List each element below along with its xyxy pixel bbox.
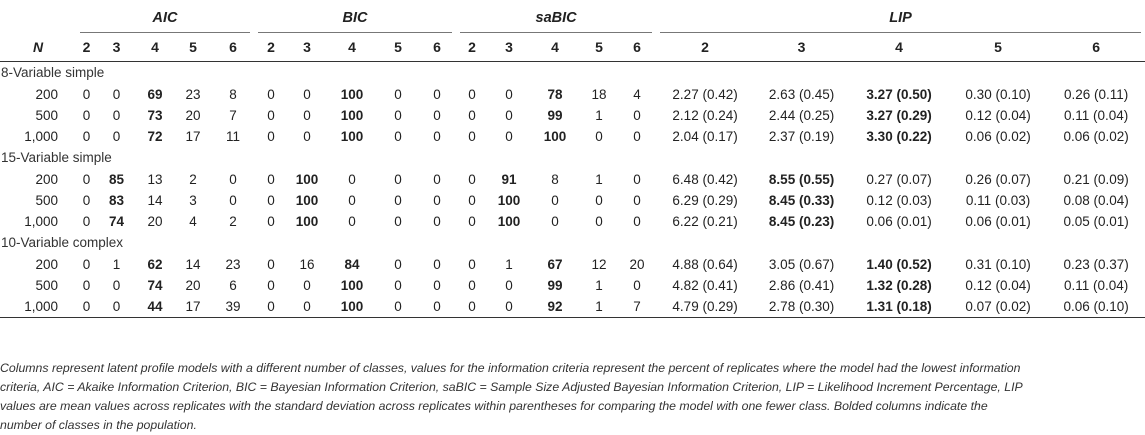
aic-value-cell: 23 [185, 87, 201, 102]
aic-value-cell: 39 [212, 296, 254, 318]
bic-value-cell: 0 [394, 172, 402, 187]
class-header: 2 [656, 33, 754, 62]
bic-value-cell: 0 [433, 172, 441, 187]
sabic-value-cell: 0 [633, 108, 641, 123]
sample-size-cell: 1,000 [24, 129, 58, 144]
table-row [0, 211, 1145, 232]
aic-value-cell: 73 [147, 108, 163, 123]
lip-value-cell: 6.29 (0.29) [672, 193, 738, 208]
lip-value-cell: 0.31 (0.10) [965, 257, 1031, 272]
bic-value-cell: 100 [340, 129, 364, 144]
aic-value-cell: 23 [225, 257, 241, 272]
aic-value-cell: 2 [189, 172, 197, 187]
lip-value-cell: 0.12 (0.03) [866, 193, 932, 208]
lip-value-cell: 6.48 (0.42) [672, 172, 738, 187]
aic-value-cell: 20 [147, 214, 163, 229]
sabic-value-cell: 0 [468, 257, 476, 272]
class-header: 5 [174, 33, 212, 62]
aic-value-cell: 14 [185, 257, 201, 272]
sabic-value-cell: 0 [456, 296, 488, 318]
sabic-value-cell: 0 [505, 108, 513, 123]
lip-value-cell: 0.26 (0.07) [965, 172, 1031, 187]
aic-value-cell: 0 [112, 87, 121, 102]
sample-size-cell: 500 [35, 193, 58, 208]
sabic-value-cell: 1 [595, 278, 603, 293]
table-row [0, 296, 1145, 318]
sabic-value-cell: 0 [595, 193, 603, 208]
section-header-row [0, 232, 1145, 254]
lip-value-cell: 8.45 (0.23) [768, 214, 835, 229]
sabic-value-cell: 0 [551, 214, 559, 229]
sabic-value-cell: 1 [505, 257, 513, 272]
sabic-value-cell: 99 [547, 278, 563, 293]
sabic-value-cell: 8 [551, 172, 559, 187]
sabic-value-cell: 0 [595, 214, 603, 229]
lip-value-cell: 3.27 (0.50) [866, 87, 932, 102]
lip-value-cell: 8.55 (0.55) [768, 172, 835, 187]
lip-value-cell: 0.11 (0.04) [1063, 108, 1129, 123]
bic-value-cell: 0 [394, 193, 402, 208]
bic-value-cell: 100 [326, 296, 378, 318]
lip-value-cell: 1.31 (0.18) [849, 296, 949, 318]
bic-value-cell: 0 [267, 108, 275, 123]
class-header: 5 [378, 33, 418, 62]
sabic-value-cell: 1 [580, 296, 618, 318]
group-header-aic: AIC [76, 4, 254, 33]
bic-value-cell: 0 [348, 193, 356, 208]
lip-value-cell: 4.79 (0.29) [656, 296, 754, 318]
lip-value-cell: 0.05 (0.01) [1063, 214, 1129, 229]
section-label: 8-Variable simple [1, 65, 105, 80]
aic-value-cell: 17 [174, 296, 212, 318]
bic-value-cell: 0 [433, 129, 441, 144]
sabic-value-cell: 0 [633, 172, 641, 187]
aic-value-cell: 2 [229, 214, 237, 229]
sabic-value-cell: 20 [629, 257, 645, 272]
aic-value-cell: 4 [189, 214, 197, 229]
aic-value-cell: 1 [112, 257, 121, 272]
bic-value-cell: 0 [267, 129, 275, 144]
sabic-value-cell: 0 [595, 129, 603, 144]
footnote-line: number of classes in the population. [0, 418, 197, 432]
sabic-value-cell: 18 [591, 87, 607, 102]
class-header: 3 [488, 33, 530, 62]
aic-value-cell: 0 [82, 193, 91, 208]
sample-size-header: N [0, 33, 76, 62]
lip-value-cell: 2.63 (0.45) [768, 87, 835, 102]
bic-value-cell: 0 [348, 214, 356, 229]
section-header-row [0, 147, 1145, 169]
table-row [0, 84, 1145, 105]
class-header: 5 [580, 33, 618, 62]
lip-value-cell: 1.40 (0.52) [866, 257, 932, 272]
aic-value-cell: 83 [108, 193, 125, 208]
lip-value-cell: 2.86 (0.41) [768, 278, 835, 293]
sabic-value-cell: 7 [618, 296, 656, 318]
aic-value-cell: 0 [82, 278, 91, 293]
sabic-value-cell: 0 [468, 108, 476, 123]
aic-value-cell: 20 [185, 278, 201, 293]
bic-value-cell: 0 [267, 214, 275, 229]
sabic-value-cell: 0 [633, 193, 641, 208]
aic-value-cell: 62 [147, 257, 163, 272]
group-header-bic: BIC [254, 4, 456, 33]
footnote-line: criteria, AIC = Akaike Information Criterion, BIC = Bayesian Information Criterion, saBIC = Sample Size Adjusted Bayesian Information Criterion, LIP = Likelihood Increment Percentage, LIP [0, 380, 1023, 394]
bic-value-cell: 0 [288, 296, 326, 318]
lip-value-cell: 8.45 (0.33) [768, 193, 835, 208]
bic-value-cell: 100 [340, 87, 364, 102]
sabic-value-cell: 0 [468, 193, 476, 208]
lip-value-cell: 3.05 (0.67) [768, 257, 835, 272]
aic-value-cell: 20 [185, 108, 201, 123]
class-header: 6 [212, 33, 254, 62]
sample-size-cell: 200 [35, 172, 58, 187]
bic-value-cell: 0 [267, 257, 275, 272]
aic-value-cell: 14 [147, 193, 163, 208]
section-header-row [0, 62, 1145, 85]
class-header: 2 [76, 33, 97, 62]
group-header-lip: LIP [656, 4, 1145, 33]
class-header: 4 [136, 33, 174, 62]
lip-value-cell: 0.27 (0.07) [866, 172, 932, 187]
sabic-value-cell: 0 [551, 193, 559, 208]
sabic-value-cell: 0 [468, 129, 476, 144]
bic-value-cell: 0 [394, 257, 402, 272]
bic-value-cell: 0 [303, 129, 311, 144]
lip-value-cell: 0.30 (0.10) [965, 87, 1031, 102]
table-row [0, 275, 1145, 296]
bic-value-cell: 0 [303, 108, 311, 123]
lip-value-cell: 0.11 (0.04) [1063, 278, 1129, 293]
sabic-value-cell: 0 [633, 278, 641, 293]
lip-value-cell: 0.12 (0.04) [965, 108, 1031, 123]
sample-size-cell: 200 [35, 87, 58, 102]
sabic-value-cell: 91 [501, 172, 517, 187]
sabic-value-cell: 0 [488, 296, 530, 318]
sabic-value-cell: 0 [505, 129, 513, 144]
footnote-line: values are mean values across replicates with the standard deviation across replicates within parentheses for comparing the model with one fewer class. Bolded columns indicate the [0, 399, 988, 413]
sabic-value-cell: 100 [497, 193, 521, 208]
aic-value-cell: 0 [112, 129, 121, 144]
aic-value-cell: 74 [147, 278, 163, 293]
bic-value-cell: 0 [394, 108, 402, 123]
bic-value-cell: 100 [295, 214, 319, 229]
group-header-row [0, 4, 1145, 33]
aic-value-cell: 0 [82, 129, 91, 144]
sabic-value-cell: 0 [468, 87, 476, 102]
lip-value-cell: 0.08 (0.04) [1063, 193, 1129, 208]
lip-value-cell: 0.11 (0.03) [965, 193, 1031, 208]
group-header-sabic: saBIC [456, 4, 656, 33]
sabic-value-cell: 100 [543, 129, 567, 144]
sample-size-cell: 500 [35, 278, 58, 293]
sabic-value-cell: 0 [633, 129, 641, 144]
bic-value-cell: 100 [340, 278, 364, 293]
lip-value-cell: 2.12 (0.24) [672, 108, 738, 123]
sabic-value-cell: 0 [505, 278, 513, 293]
bic-value-cell: 0 [394, 214, 402, 229]
table-row [0, 190, 1145, 211]
class-header: 2 [456, 33, 488, 62]
lip-value-cell: 4.88 (0.64) [672, 257, 738, 272]
lip-value-cell: 0.12 (0.04) [965, 278, 1031, 293]
class-header-row [0, 33, 1145, 62]
lip-value-cell: 0.06 (0.10) [1047, 296, 1145, 318]
sabic-value-cell: 1 [595, 172, 603, 187]
lip-value-cell: 2.78 (0.30) [754, 296, 849, 318]
section-label: 15-Variable simple [1, 150, 112, 165]
lip-value-cell: 4.82 (0.41) [672, 278, 738, 293]
aic-value-cell: 0 [97, 296, 136, 318]
aic-value-cell: 0 [82, 257, 91, 272]
aic-value-cell: 0 [229, 172, 237, 187]
aic-value-cell: 0 [112, 108, 121, 123]
class-header: 6 [618, 33, 656, 62]
sabic-value-cell: 0 [505, 87, 513, 102]
lip-value-cell: 2.04 (0.17) [672, 129, 738, 144]
class-header: 6 [1047, 33, 1145, 62]
aic-value-cell: 85 [108, 172, 125, 187]
aic-value-cell: 44 [136, 296, 174, 318]
bic-value-cell: 0 [348, 172, 356, 187]
lip-value-cell: 0.06 (0.02) [1063, 129, 1129, 144]
lip-value-cell: 3.30 (0.22) [866, 129, 932, 144]
lip-value-cell: 0.07 (0.02) [949, 296, 1047, 318]
bic-value-cell: 84 [344, 257, 360, 272]
bic-value-cell: 0 [394, 278, 402, 293]
aic-value-cell: 0 [82, 87, 91, 102]
class-header: 3 [288, 33, 326, 62]
bic-value-cell: 16 [299, 257, 315, 272]
section-label: 10-Variable complex [1, 235, 124, 250]
bic-value-cell: 0 [433, 214, 441, 229]
aic-value-cell: 7 [229, 108, 237, 123]
sample-size-cell: 1,000 [0, 296, 76, 318]
aic-value-cell: 11 [226, 129, 241, 144]
bic-value-cell: 0 [254, 296, 288, 318]
class-header: 5 [949, 33, 1047, 62]
bic-value-cell: 0 [267, 87, 275, 102]
bic-value-cell: 0 [433, 278, 441, 293]
bic-value-cell: 0 [433, 257, 441, 272]
lip-value-cell: 2.44 (0.25) [768, 108, 835, 123]
lip-value-cell: 0.06 (0.01) [866, 214, 932, 229]
footnote-line: Columns represent latent profile models with a different number of classes, values for the information criteria represent the percent of replicates where the model had the lowest information [0, 361, 1021, 375]
aic-value-cell: 17 [185, 129, 201, 144]
lip-value-cell: 2.27 (0.42) [672, 87, 738, 102]
sabic-value-cell: 4 [633, 87, 641, 102]
lip-value-cell: 1.32 (0.28) [866, 278, 932, 293]
aic-value-cell: 0 [112, 278, 121, 293]
sample-size-cell: 500 [35, 108, 58, 123]
bic-value-cell: 0 [433, 108, 441, 123]
bic-value-cell: 0 [433, 87, 441, 102]
class-header: 3 [97, 33, 136, 62]
aic-value-cell: 72 [147, 129, 163, 144]
bic-value-cell: 0 [394, 129, 402, 144]
sample-size-cell: 1,000 [24, 214, 58, 229]
sabic-value-cell: 12 [591, 257, 607, 272]
lip-value-cell: 3.27 (0.29) [866, 108, 932, 123]
sabic-value-cell: 100 [497, 214, 521, 229]
aic-value-cell: 0 [82, 172, 91, 187]
lip-value-cell: 0.06 (0.01) [965, 214, 1031, 229]
bic-value-cell: 0 [267, 172, 275, 187]
bic-value-cell: 100 [295, 172, 319, 187]
sabic-value-cell: 0 [468, 172, 476, 187]
lip-value-cell: 0.26 (0.11) [1063, 87, 1129, 102]
aic-value-cell: 0 [82, 108, 91, 123]
sabic-value-cell: 1 [595, 108, 603, 123]
sabic-value-cell: 78 [547, 87, 563, 102]
sabic-value-cell: 0 [468, 278, 476, 293]
sabic-value-cell: 0 [633, 214, 641, 229]
aic-value-cell: 0 [82, 214, 91, 229]
sabic-value-cell: 67 [547, 257, 563, 272]
class-header: 4 [849, 33, 949, 62]
class-header: 4 [530, 33, 580, 62]
sabic-value-cell: 99 [547, 108, 563, 123]
table-row [0, 126, 1145, 147]
aic-value-cell: 6 [229, 278, 237, 293]
bic-value-cell: 0 [378, 296, 418, 318]
lip-value-cell: 2.37 (0.19) [768, 129, 835, 144]
aic-value-cell: 74 [108, 214, 125, 229]
sample-size-cell: 200 [35, 257, 58, 272]
bic-value-cell: 100 [340, 108, 364, 123]
aic-value-cell: 0 [229, 193, 237, 208]
class-header: 3 [754, 33, 849, 62]
lip-value-cell: 0.23 (0.37) [1063, 257, 1129, 272]
table-footnote [0, 359, 1140, 435]
bic-value-cell: 0 [433, 193, 441, 208]
aic-value-cell: 3 [189, 193, 197, 208]
class-header: 6 [418, 33, 456, 62]
bic-value-cell: 0 [418, 296, 456, 318]
aic-value-cell: 69 [147, 87, 163, 102]
table-row [0, 105, 1145, 126]
class-header: 2 [254, 33, 288, 62]
sabic-value-cell: 92 [530, 296, 580, 318]
table-row [0, 169, 1145, 190]
bic-value-cell: 0 [303, 278, 311, 293]
sabic-value-cell: 0 [468, 214, 476, 229]
lip-value-cell: 0.06 (0.02) [965, 129, 1031, 144]
results-table [0, 4, 1145, 318]
bic-value-cell: 0 [267, 278, 275, 293]
table-row [0, 254, 1145, 275]
aic-value-cell: 0 [76, 296, 97, 318]
lip-value-cell: 6.22 (0.21) [672, 214, 738, 229]
bic-value-cell: 0 [303, 87, 311, 102]
bic-value-cell: 100 [295, 193, 319, 208]
class-header: 4 [326, 33, 378, 62]
bic-value-cell: 0 [267, 193, 275, 208]
lip-value-cell: 0.21 (0.09) [1063, 172, 1129, 187]
aic-value-cell: 13 [147, 172, 163, 187]
results-table-body [0, 62, 1145, 318]
aic-value-cell: 8 [229, 87, 237, 102]
bic-value-cell: 0 [394, 87, 402, 102]
